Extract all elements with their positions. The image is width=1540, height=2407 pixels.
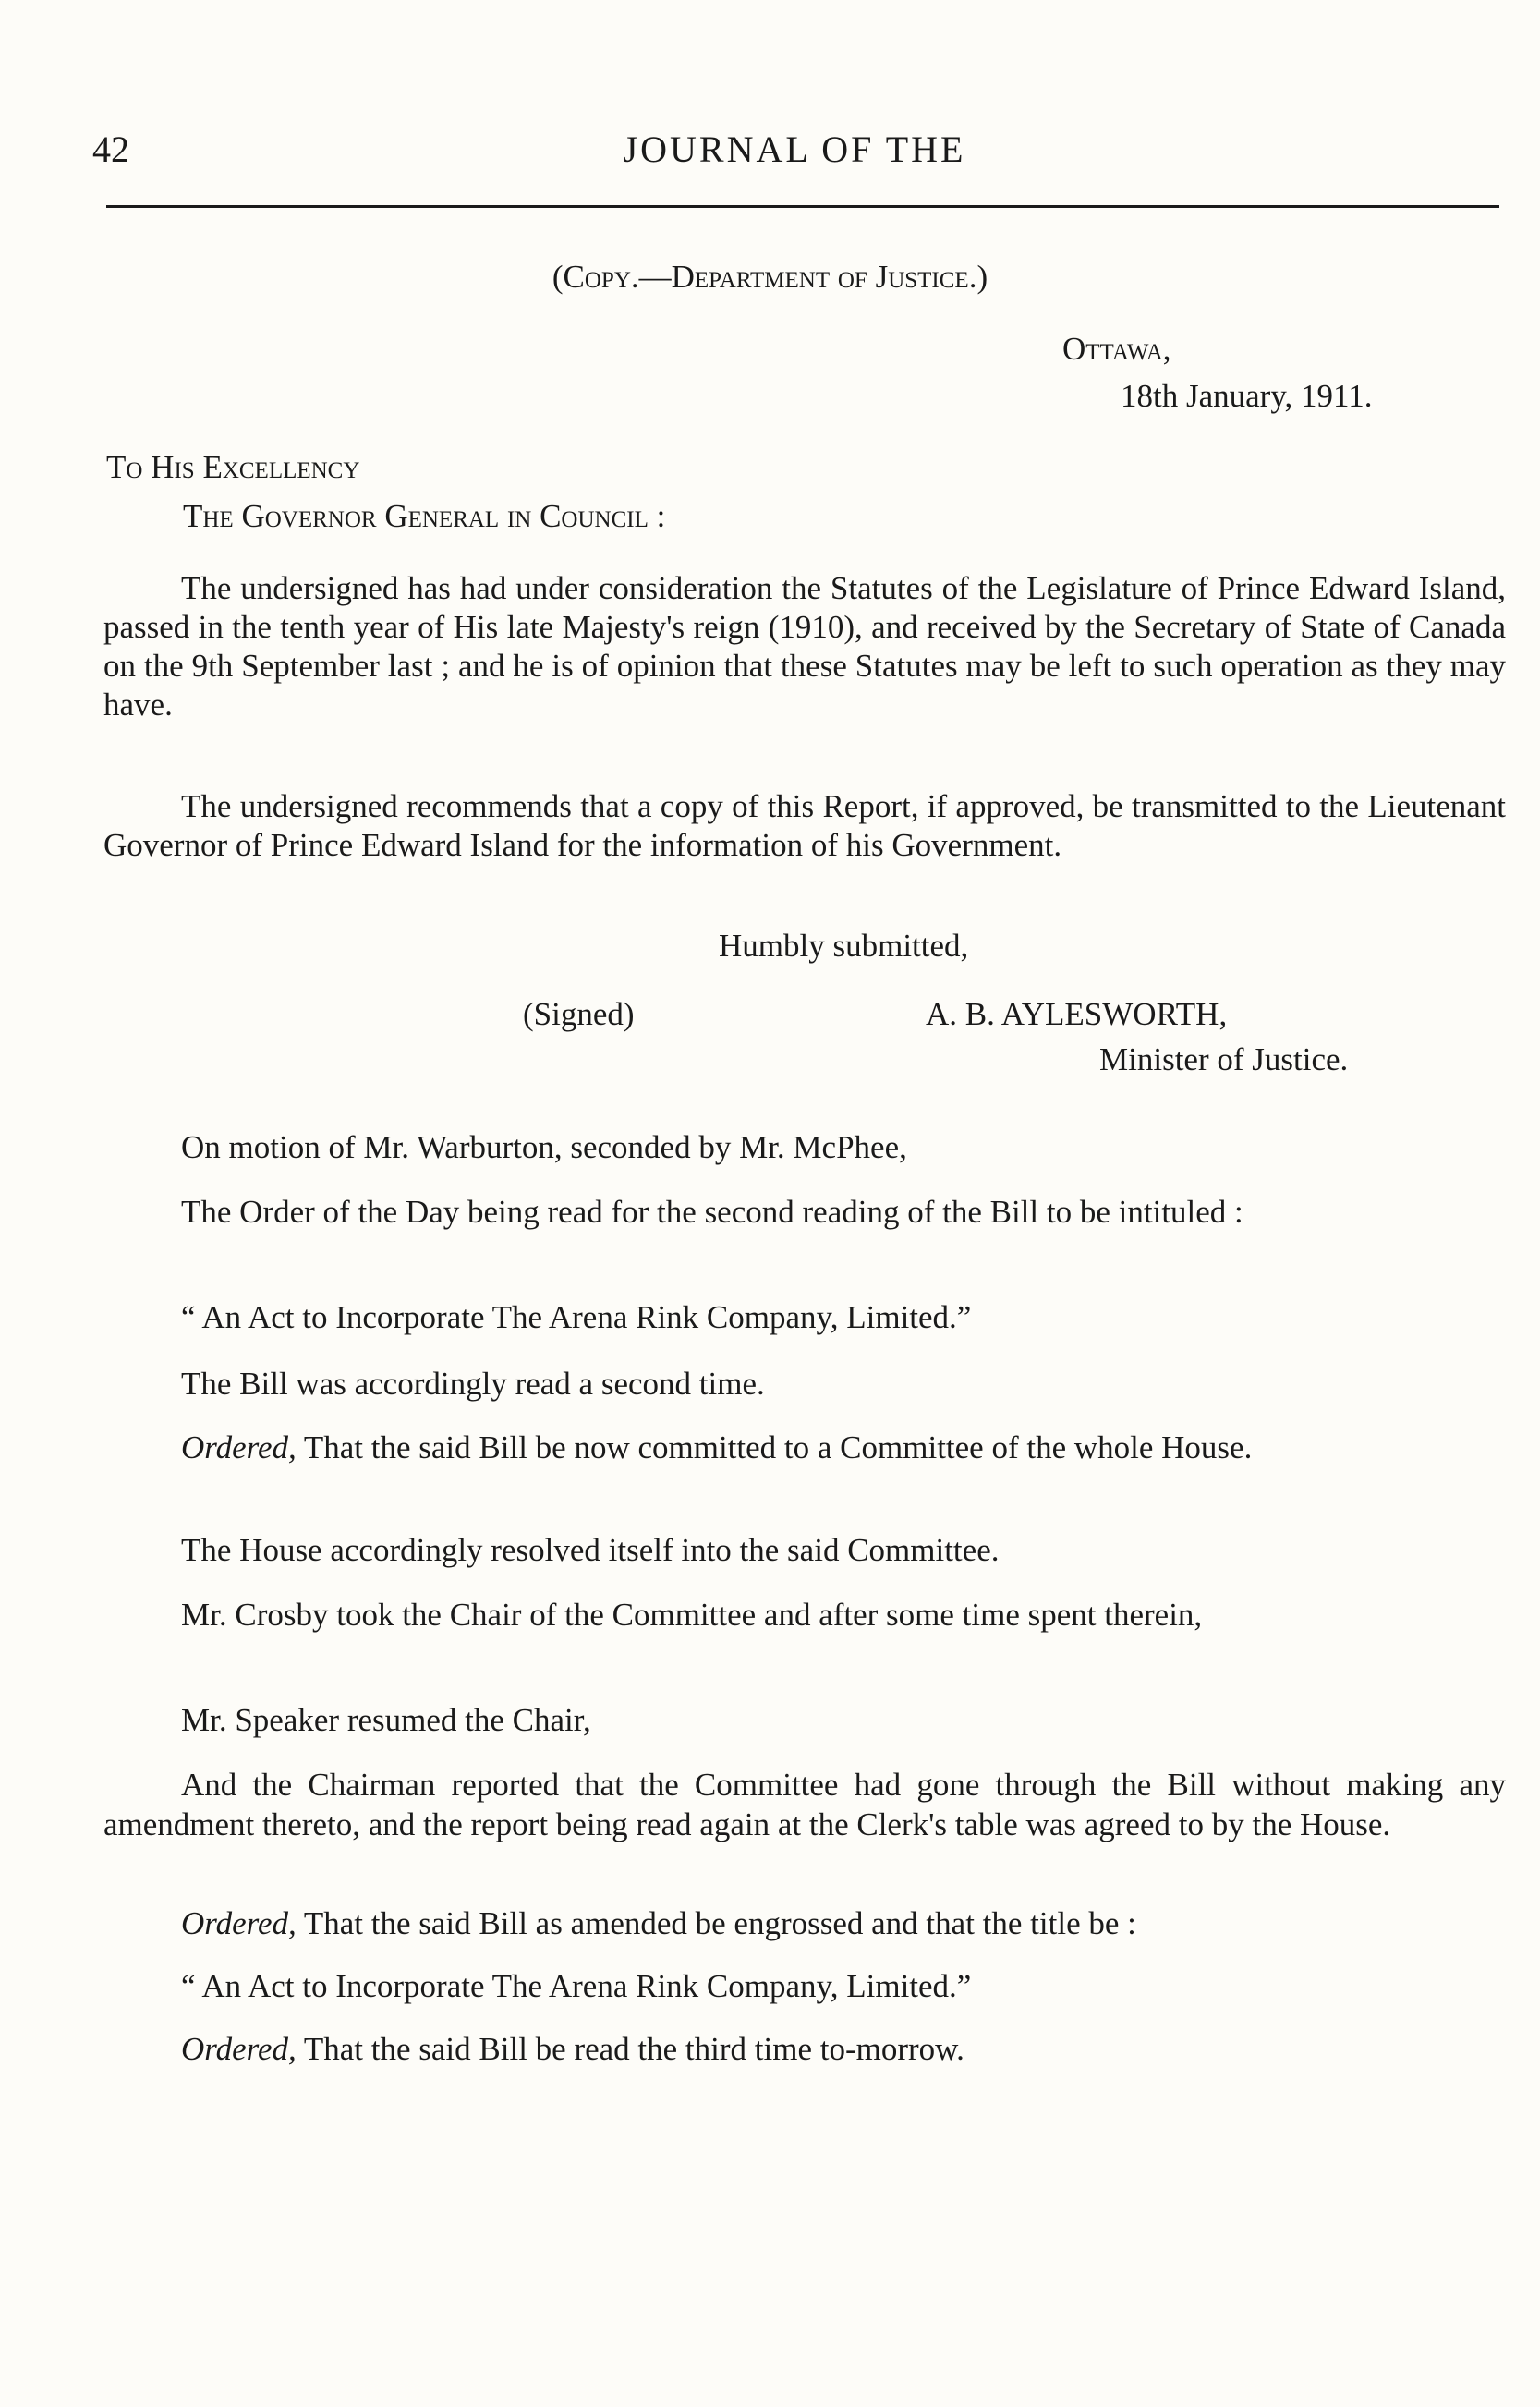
motion-line: On motion of Mr. Warburton, seconded by Mr. McPhee,	[181, 1129, 907, 1165]
header-rule	[106, 205, 1499, 208]
ordered-label: Ordered,	[181, 1429, 297, 1465]
bill-title-2: “ An Act to Incorporate The Arena Rink Company, Limited.”	[181, 1968, 972, 2004]
report-paragraph-2: The undersigned recommends that a copy of this Report, if approved, be transmitted to the Lieutenant Governor of Prince Edward Island for the information of his Government.	[103, 788, 1506, 863]
ordered-committee-paragraph	[103, 1428, 1506, 1467]
speaker-resumed-line: Mr. Speaker resumed the Chair,	[181, 1702, 591, 1738]
signatory-title: Minister of Justice.	[1099, 1041, 1349, 1077]
address-line-1: To His Excellency	[106, 449, 360, 485]
ordered-committee-text: That the said Bill be now committed to a Committee of the whole House.	[303, 1429, 1253, 1465]
ordered-label: Ordered,	[181, 1905, 297, 1941]
ordered-third-text: That the said Bill be read the third time to-morrow.	[303, 2031, 964, 2067]
ordered-engrossed-text: That the said Bill as amended be engrossed and that the title be :	[303, 1905, 1136, 1941]
order-of-day-paragraph: The Order of the Day being read for the second reading of the Bill to be intituled :	[181, 1194, 1243, 1230]
ordered-third-paragraph	[103, 2029, 1506, 2069]
running-title: JOURNAL OF THE	[623, 128, 966, 170]
closing-line: Humbly submitted,	[719, 928, 969, 964]
ordered-label: Ordered,	[181, 2031, 297, 2067]
chair-taken-paragraph: Mr. Crosby took the Chair of the Committee and after some time spent therein,	[181, 1597, 1203, 1633]
signatory-name: A. B. AYLESWORTH,	[926, 996, 1228, 1032]
address-line-2: The Governor General in Council :	[183, 498, 666, 534]
page-header	[92, 128, 1497, 183]
ordered-engrossed-paragraph	[103, 1903, 1506, 1943]
signed-label: (Signed)	[523, 996, 635, 1032]
report-paragraph-1: The undersigned has had under consideration the Statutes of the Legislature of Prince Edward Island, passed in the tenth year of His late Majesty's reign (1910), and received by the Secretary of State of Canada on the 9th September last ; and he is of opinion that these Statutes may be left to such operation as they may have.	[103, 570, 1506, 723]
resolved-line: The House accordingly resolved itself into the said Committee.	[181, 1532, 1000, 1568]
copy-note: (Copy.—Department of Justice.)	[552, 259, 988, 295]
chairman-report-paragraph: And the Chairman reported that the Committee had gone through the Bill without making any amendment thereto, and the report being read again at the Clerk's table was agreed to by the House.	[103, 1767, 1506, 1842]
bill-title-1: “ An Act to Incorporate The Arena Rink Company, Limited.”	[181, 1299, 972, 1335]
page-number: 42	[92, 128, 129, 170]
second-reading-line: The Bill was accordingly read a second time.	[181, 1366, 765, 1402]
date-line: 18th January, 1911.	[1121, 378, 1373, 414]
place-line: Ottawa,	[1062, 331, 1171, 367]
